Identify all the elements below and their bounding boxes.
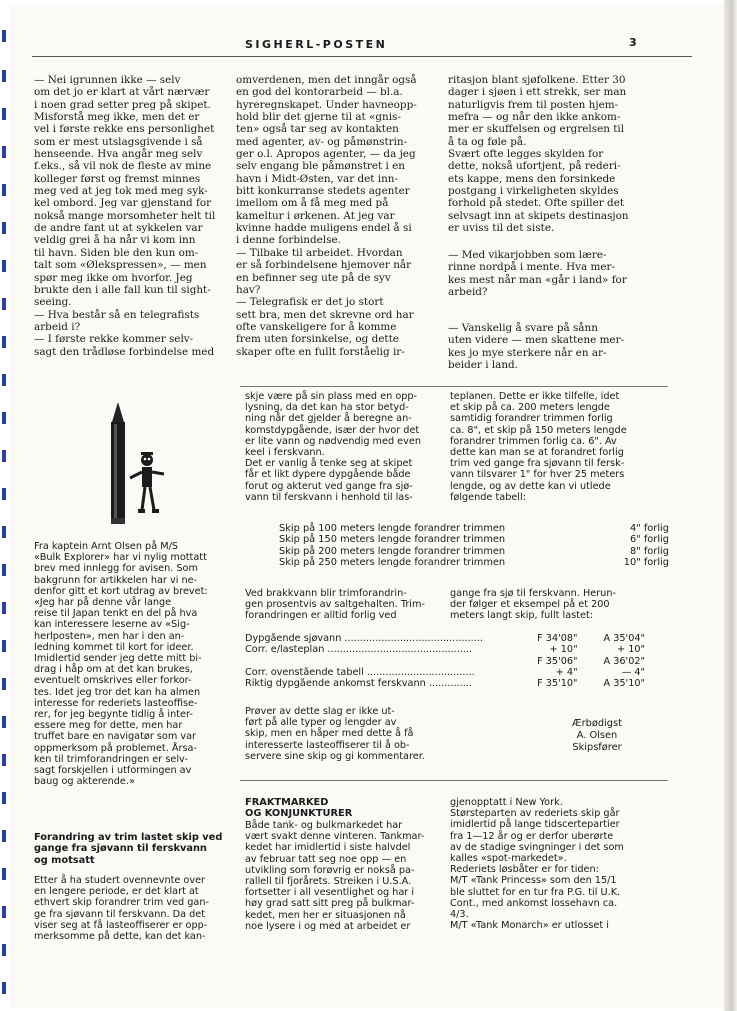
binding-hole xyxy=(2,222,6,234)
calc-aft: A 35'10" xyxy=(603,678,645,690)
binding-hole xyxy=(2,184,6,196)
binding-hole xyxy=(2,602,6,614)
calc-forward: + 10" xyxy=(549,644,578,656)
trim-intro: Fra kaptein Arnt Olsen på M/S «Bulk Explorer» har vi nylig mottatt brev med innlegg for avisen. Som bakgrunn for artikkelen har vi ne- denfor gitt et kort utdrag av brevet: «Jeg har på denne vår lange reise til Japan tenkt en del på hva kan interessere leserne av «Sig- herlposten», men har i den an- ledning kommet til kort for ideer. Imidlertid sender jeg dette mitt bi- drag i håp om at det kan brukes, eventuelt omskrives eller forkor- tes. Idet jeg tror det kan ha almen interesse for rederiets lasteoffise- rer, for jeg begynte tidlig å inter- essere meg for dette, men har truffet bare en navigatør som var oppmerksom på problemet. Årsa- ken til trimforandringen er selv- sagt forskjellen i utformingen av baug og akterende.» xyxy=(34,541,208,788)
trim-heading: Forandring av trim lastet skip ved gange fra sjøvann til ferskvann og motsatt xyxy=(34,832,223,866)
signature: Ærbødigst A. Olsen Skipsfører xyxy=(572,718,622,753)
trim-table-row xyxy=(279,523,669,534)
trim-table-label: Skip på 100 meters lengde forandrer trimmen xyxy=(279,523,506,534)
trim-table-row xyxy=(279,546,669,557)
binding-hole xyxy=(2,526,6,538)
draft-calculation xyxy=(245,633,645,689)
trim-table-value: 6" forlig xyxy=(630,534,669,546)
interview-column-3a: ritasjon blant sjøfolkene. Etter 30 dager i sjøen i ett strekk, ser man naturligvis frem til posten hjem- mefra — og når den ikke ankom- mer er skuffelsen og ergrelsen til å ta og føle på. Svært ofte legges skylden for dette, nokså ufortjent, på rederi- ets kappe, mens den forsinkede postgang i virkeligheten skyldes forhold på stedet. Ofte spiller det selvsagt inn at skipets destinasjon er uviss til det siste. xyxy=(448,74,629,235)
calc-label: Corr. ovenstående tabell ................................... xyxy=(245,666,475,678)
newspaper-title: SIGHERL-POSTEN xyxy=(245,38,388,51)
binding-hole xyxy=(2,906,6,918)
section-divider xyxy=(240,780,668,781)
trim-table-row xyxy=(279,557,669,568)
interview-column-3b: — Med vikarjobben som lære- rinne nordpå i mente. Hva mer- kes mest når man «går i land» for arbeid? xyxy=(448,249,627,299)
calc-forward: + 4" xyxy=(555,666,578,678)
binding-hole xyxy=(2,754,6,766)
section-divider xyxy=(240,386,668,387)
binding-hole xyxy=(2,640,6,652)
binding-hole xyxy=(2,412,6,424)
calc-forward: F 35'06" xyxy=(537,655,578,667)
trim-body-column-3: teplanen. Dette er ikke tilfelle, idet et skip på ca. 200 meters lengde samtidig forandrer trimmen forlig ca. 8", et skip på 150 meters lengde forandrer trimmen forlig ca. 6". Av dette kan man se at forandret forlig trim ved gange fra sjøvann til fersk- vann tilsvarer 1" for hver 25 meters lengde, og av dette kan vi utlede følgende tabell: xyxy=(450,391,627,503)
binding-hole xyxy=(2,564,6,576)
binding-hole xyxy=(2,70,6,82)
binding-hole xyxy=(2,678,6,690)
trim-table-value: 10" forlig xyxy=(623,556,669,568)
brackish-text-1: Ved brakkvann blir trimforandrin- gen prosentvis av saltgehalten. Trim- forandringen er alltid forlig ved xyxy=(245,588,425,622)
calc-forward: F 34'08" xyxy=(537,633,578,644)
trim-table-label: Skip på 150 meters lengde forandrer trimmen xyxy=(279,534,506,546)
binding-hole xyxy=(2,146,6,158)
calc-row xyxy=(245,644,645,655)
calc-row xyxy=(245,656,645,667)
binding-hole xyxy=(2,792,6,804)
binding-hole xyxy=(2,944,6,956)
binding-spine xyxy=(0,0,10,1011)
trim-table-value: 8" forlig xyxy=(630,545,669,557)
binding-hole xyxy=(2,868,6,880)
freight-column-2: gjenopptatt i New York. Størsteparten av rederiets skip går imidlertid på lange tidscertepartier fra 1—12 år og er derfor uberørte av de stadige svingninger i det som kalles «spot-markedet». Rederiets løsbåter er for tiden: M/T «Tank Princess» som den 15/1 ble sluttet for en tur fra P.G. til U.K. Cont., med ankomst lossehavn ca. 4/3. M/T «Tank Monarch» er utlosset i xyxy=(450,797,624,932)
trim-table-label: Skip på 250 meters lengde forandrer trimmen xyxy=(279,556,506,568)
brackish-text-2: gange fra sjø til ferskvann. Herun- der følger et eksempel på et 200 meters langt skip, fullt lastet: xyxy=(450,588,616,622)
trim-table-label: Skip på 200 meters lengde forandrer trimmen xyxy=(279,545,506,557)
calc-aft: — 4" xyxy=(621,666,645,678)
binding-hole xyxy=(2,982,6,994)
binding-hole xyxy=(2,108,6,120)
trim-body-column-1: Etter å ha studert ovennevnte over en lengere periode, er det klart at ethvert skip forandrer trim ved gan- ge fra sjøvann til ferskvann. Da det viser seg at få lasteoffiserer er opp- merksomme på dette, kan det kan- xyxy=(34,875,209,943)
interview-column-3c: — Vanskelig å svare på sånn uten videre — men skattene mer- kes jo mye sterkere når en ar- beider i land. xyxy=(448,322,625,372)
interview-column-1: — Nei igrunnen ikke — selv om det jo er klart at vårt nærvær i noen grad setter preg på skipet. Misforstå meg ikke, men det er vel i første rekke ens personlighet som er mest utslagsgivende i så henseende. Hva angår meg selv f.eks., så vil nok de fleste av mine kolleger først og fremst minnes meg ved at jeg tok med meg syk- kel ombord. Jeg var gjenstand for nokså mange morsomheter helt til de andre fant ut at sykkelen var veldig grei å ha når vi kom inn til havn. Siden ble den kun om- talt som «Ølekspressen», — men spør meg ikke om hvorfor. Jeg brukte den i alle fall kun til sight- seeing. — Hva består så en telegrafists arbeid i? — I første rekke kommer selv- sagt den trådløse forbindelse med xyxy=(34,74,216,358)
freight-heading: FRAKTMARKED OG KONJUNKTURER xyxy=(245,797,353,820)
binding-hole xyxy=(2,336,6,348)
interview-column-2: omverdenen, men det inngår også en god del kontorarbeid — bl.a. hyreregnskapet. Under havneopp- hold blir det gjerne til at «gnis- ten» også tar seg av kontakten med agenter, av- og påmønstrin- ger o.l. Apropos agenter, — da jeg selv engang ble påmønstret i en havn i Midt-Østen, var det inn- bitt konkurranse stedets agenter imellom om å få meg med på kameltur i ørkenen. At jeg var kvinne hadde muligens endel å si i denne forbindelse. — Tilbake til arbeidet. Hvordan er så forbindelsene hjemover når en befinner seg ute på de syv hav? — Telegrafisk er det jo stort sett bra, men det skrevne ord har ofte vanskeligere for å komme frem uten forsinkelse, og dette skaper ofte en fullt forståelig ir- xyxy=(236,74,417,358)
binding-hole xyxy=(2,298,6,310)
binding-hole xyxy=(2,716,6,728)
pencil-illustration xyxy=(100,400,180,530)
binding-hole xyxy=(2,488,6,500)
freight-column-1: Både tank- og bulkmarkedet har vært svakt denne vinteren. Tankmar- kedet har imidlertid i siste halvdel av februar tatt seg noe opp — en utvikling som forøvrig er nokså pa- rallell til fjorårets. Streiken i U.S.A. fortsetter i all vesentlighet og har i høy grad satt sitt preg på bulkmar- kedet, men her er situasjonen nå noe lysere i og med at arbeidet er xyxy=(245,820,425,932)
calc-row xyxy=(245,667,645,678)
calc-row xyxy=(245,678,645,689)
trim-closing: Prøver av dette slag er ikke ut- ført på alle typer og lengder av skip, men en håper med dette å få interesserte lasteoffiserer til å ob- servere sine skip og gi kommentarer. xyxy=(245,706,425,762)
calc-label: Riktig dypgående ankomst ferskvann .............. xyxy=(245,678,472,690)
calc-label: Dypgående sjøvann ............................................. xyxy=(245,633,483,644)
calc-aft: A 35'04" xyxy=(603,633,645,644)
page-number: 3 xyxy=(629,36,637,49)
binding-hole xyxy=(2,260,6,272)
binding-hole xyxy=(2,450,6,462)
trim-table-value: 4" forlig xyxy=(630,523,669,534)
calc-forward: F 35'10" xyxy=(537,678,578,690)
calc-label: Corr. e/lasteplan ............................................... xyxy=(245,644,473,656)
trim-table-row xyxy=(279,534,669,545)
binding-hole xyxy=(2,830,6,842)
calc-row xyxy=(245,633,645,644)
calc-aft: A 36'02" xyxy=(603,655,645,667)
binding-hole xyxy=(2,374,6,386)
calc-label xyxy=(245,656,505,667)
trim-body-column-2: skje være på sin plass med en opp- lysning, da det kan ha stor betyd- ning når det gjelder å beregne an- komstdypgående, især der hvor det er lite vann og nødvendig med even keel i ferskvann. Det er vanlig å tenke seg at skipet får et likt dypere dypgående både forut og akterut ved gange fra sjø- vann til ferskvann i henhold til las- xyxy=(245,391,421,503)
calc-aft: + 10" xyxy=(617,644,645,656)
page-edge xyxy=(724,0,737,1011)
header-rule xyxy=(32,56,692,57)
trim-table xyxy=(279,523,669,568)
binding-hole xyxy=(2,30,6,42)
